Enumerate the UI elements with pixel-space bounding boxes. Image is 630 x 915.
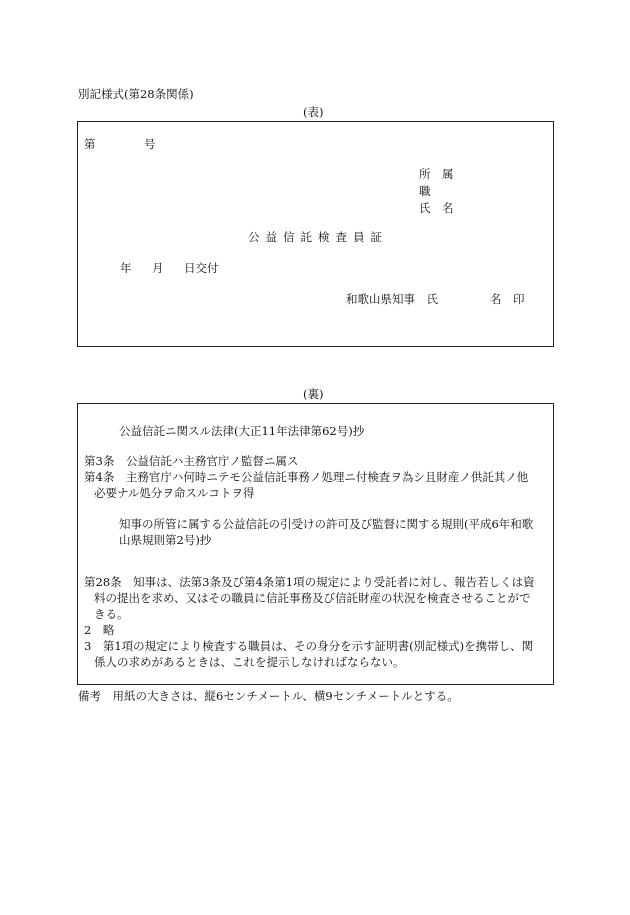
- rule-title-line-2: 山県規則第2号)抄: [119, 533, 212, 547]
- article-28-line-1: 第28条 知事は、法第3条及び第4条第1項の規定により受託者に対し、報告若しくは資: [84, 575, 535, 589]
- law-title: 公益信託ニ関スル法律(大正11年法律第62号)抄: [119, 424, 365, 438]
- article-28-line-2: 料の提出を求め、又はその職員に信託事務及び信託財産の状況を検査させることがで: [94, 591, 531, 605]
- article-4-line-2: 必要ナル処分ヲ命スルコトヲ得: [94, 486, 255, 500]
- name-label: 氏 名: [419, 201, 454, 215]
- issuer-name-seal: 名 印: [490, 292, 525, 306]
- item-3-line-2: 係人の求めがあるときは、これを提示しなければならない。: [94, 655, 405, 669]
- article-3: 第3条 公益信託ハ主務官庁ノ監督ニ属ス: [84, 454, 299, 468]
- card-title: 公益信託検査員証: [248, 230, 388, 244]
- day-issued-label: 日交付: [184, 261, 219, 275]
- back-label: (裏): [303, 387, 324, 401]
- form-caption: 別記様式(第28条関係): [78, 87, 194, 101]
- position-label: 職: [419, 184, 431, 198]
- article-4-line-1: 第4条 主務官庁ハ何時ニテモ公益信託事務ノ処理ニ付検査ヲ為シ且財産ノ供託其ノ他: [84, 470, 529, 484]
- front-label: (表): [303, 105, 324, 119]
- back-card: [77, 403, 554, 685]
- front-card: [77, 121, 554, 347]
- affiliation-label: 所 属: [419, 167, 454, 181]
- issuer: 和歌山県知事 氏: [346, 292, 438, 306]
- article-28-line-3: きる。: [94, 607, 129, 621]
- note: 備考 用紙の大きさは、縦6センチメートル、横9センチメートルとする。: [78, 689, 459, 703]
- month-label: 月: [152, 261, 164, 275]
- year-label: 年: [120, 261, 132, 275]
- number-prefix: 第: [84, 137, 96, 151]
- rule-title-line-1: 知事の所管に属する公益信託の引受けの許可及び監督に関する規則(平成6年和歌: [119, 517, 534, 531]
- item-2: 2 略: [84, 623, 115, 637]
- item-3-line-1: 3 第1項の規定により検査する職員は、その身分を示す証明書(別記様式)を携帯し、関: [84, 639, 534, 653]
- number-suffix: 号: [144, 137, 156, 151]
